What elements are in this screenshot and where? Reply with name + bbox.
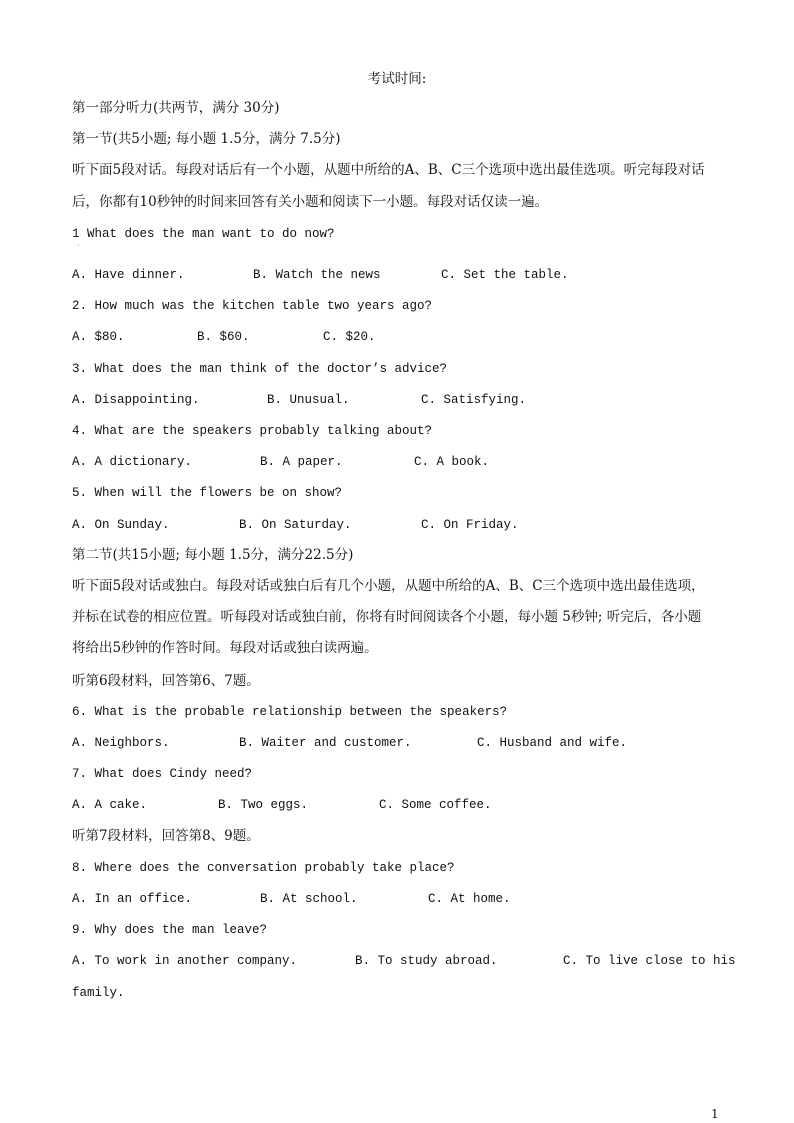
question-4-option-b: B. A paper. [260, 455, 343, 469]
question-7-option-b: B. Two eggs. [218, 798, 309, 812]
question-1-option-c: C. Set the table. [441, 268, 569, 282]
question-2-stem: 2. How much was the kitchen table two years ago? [72, 299, 433, 313]
question-1-option-b: B. Watch the news [253, 268, 381, 282]
question-2-option-c: C. $20. [323, 330, 376, 344]
question-9-option-b: B. To study abroad. [355, 954, 498, 968]
question-8-option-b: B. At school. [260, 892, 358, 906]
question-5-option-b: B. On Saturday. [239, 518, 352, 532]
question-3-option-a: A. Disappointing. [72, 393, 200, 407]
question-6-option-c: C. Husband and wife. [477, 736, 628, 750]
question-1-option-a: A. Have dinner. [72, 268, 185, 282]
exam-time-title: 考试时间: [367, 71, 427, 87]
question-8-option-c: C. At home. [428, 892, 511, 906]
section2-instructions-line2: 并标在试卷的相应位置。听每段对话或独白前，你将有时间阅读各个小题，每小题 5秒钟; 听完后，各小题 [72, 609, 702, 625]
page-number: 1 [711, 1107, 719, 1121]
section2-instructions-line1: 听下面5段对话或独白。每段对话或独白后有几个小题，从题中所给的A、B、C三个选项中选出最佳选项， [72, 578, 705, 594]
question-1-stem: 1 What does the man want to do now? [72, 227, 335, 241]
material-6-heading: 听第6段材料，回答第6、7题。 [72, 673, 260, 689]
question-9-option-c-continued: family. [72, 986, 125, 1000]
question-9-stem: 9. Why does the man leave? [72, 923, 268, 937]
section1-instructions-line2: 后，你都有10秒钟的时间来回答有关小题和阅读下一小题。每段对话仅读一遍。 [72, 194, 549, 210]
question-9-option-c: C. To live close to his [563, 954, 736, 968]
question-4-option-a: A. A dictionary. [72, 455, 193, 469]
section2-instructions-line3: 将给出5秒钟的作答时间。每段对话或独白读两遍。 [72, 640, 378, 656]
question-7-option-a: A. A cake. [72, 798, 148, 812]
question-6-option-b: B. Waiter and customer. [239, 736, 412, 750]
question-3-stem: 3. What does the man think of the doctor’s advice? [72, 362, 448, 376]
question-3-option-b: B. Unusual. [267, 393, 350, 407]
question-3-option-c: C. Satisfying. [421, 393, 527, 407]
question-4-option-c: C. A book. [414, 455, 490, 469]
question-6-stem: 6. What is the probable relationship between the speakers? [72, 705, 508, 719]
question-4-stem: 4. What are the speakers probably talking about? [72, 424, 433, 438]
question-2-option-a: A. $80. [72, 330, 125, 344]
part1-heading: 第一部分听力(共两节，满分 30分) [72, 100, 280, 116]
question-8-option-a: A. In an office. [72, 892, 193, 906]
section1-instructions-line1: 听下面5段对话。每段对话后有一个小题，从题中所给的A、B、C三个选项中选出最佳选项。听完每段对话 [72, 162, 705, 178]
material-7-heading: 听第7段材料，回答第8、9题。 [72, 828, 260, 844]
question-8-stem: 8. Where does the conversation probably take place? [72, 861, 455, 875]
question-7-stem: 7. What does Cindy need? [72, 767, 253, 781]
section2-heading: 第二节(共15小题; 每小题 1.5分，满分22.5分) [72, 547, 354, 563]
question-9-option-a: A. To work in another company. [72, 954, 298, 968]
question-5-option-c: C. On Friday. [421, 518, 519, 532]
stray-mark: · [77, 241, 80, 250]
question-2-option-b: B. $60. [197, 330, 250, 344]
question-7-option-c: C. Some coffee. [379, 798, 492, 812]
question-6-option-a: A. Neighbors. [72, 736, 170, 750]
section1-heading: 第一节(共5小题; 每小题 1.5分，满分 7.5分) [72, 131, 341, 147]
question-5-option-a: A. On Sunday. [72, 518, 170, 532]
question-5-stem: 5. When will the flowers be on show? [72, 486, 343, 500]
